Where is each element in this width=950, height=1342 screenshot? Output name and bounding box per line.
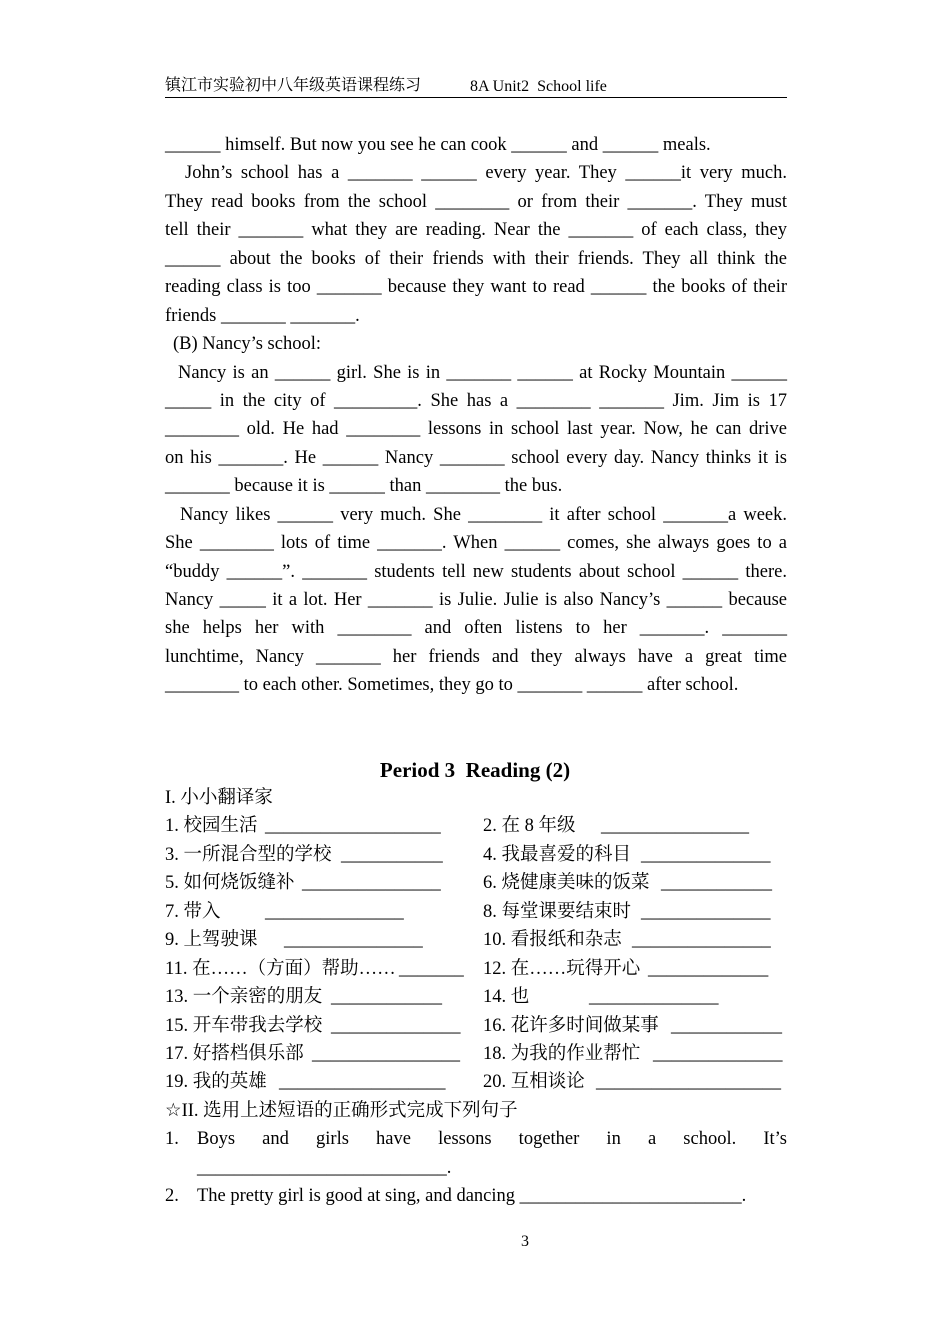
question-row [0, 1154, 950, 1182]
translation-item-blank: _______________ [302, 873, 441, 894]
translation-item-blank: ______________ [653, 1043, 783, 1064]
translation-item-blank: _____________ [648, 958, 769, 979]
passage-line: lunchtime, Nancy _______ her friends and they always have a great time [165, 646, 787, 667]
exercise-section [0, 784, 950, 1211]
translation-item-blank: ________________ [601, 816, 749, 837]
translation-item-label: 14. 也 [483, 987, 530, 1008]
passage-line: reading class is too _______ because they want to read ______ the books of their [165, 277, 787, 298]
passage-line: Nancy is an ______ girl. She is in _______ ______ at Rocky Mountain ______ [178, 362, 787, 383]
translation-item-blank: ____________ [331, 987, 442, 1008]
question-row [0, 1182, 950, 1210]
translation-item-label: 12. 在……玩得开心 [483, 958, 641, 979]
translation-item-label: 4. 我最喜爱的科目 [483, 844, 632, 865]
translation-item-label: 9. 上驾驶课 [165, 930, 258, 951]
passage-line: _____ in the city of _________. She has a ________ _______ Jim. Jim is 17 [165, 390, 787, 411]
translation-item-label: 10. 看报纸和杂志 [483, 930, 622, 951]
translation-item-blank: __________________ [279, 1072, 446, 1093]
translation-item-blank: ____________________ [596, 1072, 781, 1093]
translation-item-label: 5. 如何烧饭缝补 [165, 873, 295, 894]
passage-line: on his _______. He ______ Nancy _______ school every day. Nancy thinks it is [165, 447, 787, 468]
translation-item-label: 13. 一个亲密的朋友 [165, 987, 323, 1008]
passage-line: They read books from the school ________ or from their _______. They must [165, 191, 787, 212]
translation-item-label: 15. 开车带我去学校 [165, 1015, 323, 1036]
translation-item-blank: ___________________ [265, 816, 441, 837]
translation-row [0, 1068, 950, 1096]
translation-item-label: 11. 在……（方面）帮助…… [165, 958, 396, 979]
translation-item-blank: ______________ [641, 901, 771, 922]
translation-item-label: 3. 一所混合型的学校 [165, 844, 332, 865]
translation-item-label: 17. 好搭档俱乐部 [165, 1043, 304, 1064]
section2-title: ☆II. 选用上述短语的正确形式完成下列句子 [165, 1100, 518, 1121]
translation-item-blank: ____________ [671, 1015, 782, 1036]
passage-line: John’s school has a _______ ______ every year. They ______it very much. [185, 163, 787, 184]
translation-item-label: 2. 在 8 年级 [483, 816, 576, 837]
translation-item-label: 16. 花许多时间做某事 [483, 1015, 659, 1036]
question-number: 2. [165, 1186, 179, 1207]
period-title: Period 3 Reading (2) [379, 758, 571, 782]
header-rule [165, 97, 787, 98]
passage-line: ______ about the books of their friends with their friends. They all think the [165, 248, 787, 269]
translation-item-blank: ______________ [589, 987, 719, 1008]
question-text: Boys and girls have lessons together in a school. It’s [197, 1129, 787, 1150]
translation-item-blank: ________________ [312, 1043, 460, 1064]
translation-item-blank: _______ [399, 958, 464, 979]
passage-line: Nancy likes ______ very much. She ________ it after school _______a week. [180, 504, 787, 525]
passage-line: ________ old. He had ________ lessons in school last year. Now, he can drive [165, 419, 787, 440]
translation-item-label: 20. 互相谈论 [483, 1072, 585, 1093]
translation-item-label: 19. 我的英雄 [165, 1072, 267, 1093]
translation-item-blank: ______________ [331, 1015, 461, 1036]
translation-row [0, 926, 950, 954]
section1-title-row [0, 784, 950, 812]
translation-item-label: 7. 带入 [165, 901, 221, 922]
question-text: The pretty girl is good at sing, and dancing ________________________. [197, 1186, 747, 1207]
translation-row [0, 898, 950, 926]
section2-title-row [0, 1097, 950, 1125]
translation-item-blank: ____________ [661, 873, 772, 894]
passage-line: _______ because it is ______ than ________ the bus. [165, 476, 563, 497]
passage-subheading: (B) Nancy’s school: [173, 334, 321, 355]
translation-row [0, 869, 950, 897]
question-number: 1. [165, 1129, 179, 1150]
translation-row [0, 812, 950, 840]
passage-line: tell their _______ what they are reading. Near the _______ of each class, they [165, 220, 787, 241]
translation-row [0, 1040, 950, 1068]
header-unit: 8A Unit2 School life [470, 78, 607, 95]
translation-row [0, 955, 950, 983]
passage-line: She ________ lots of time _______. When ______ comes, she always goes to a [165, 533, 787, 554]
passage-line: “buddy ______”. _______ students tell new students about school ______ there. [165, 561, 787, 582]
translation-item-blank: _______________ [265, 901, 404, 922]
translation-item-label: 6. 烧健康美味的饭菜 [483, 873, 650, 894]
translation-row [0, 1012, 950, 1040]
question-row [0, 1125, 950, 1153]
translation-row [0, 841, 950, 869]
header-school-course: 镇江市实验初中八年级英语课程练习 [165, 77, 422, 94]
translation-row [0, 983, 950, 1011]
question-answer-blank: ___________________________. [197, 1157, 452, 1178]
translation-item-label: 8. 每堂课要结束时 [483, 901, 632, 922]
passage-line: friends _______ _______. [165, 305, 360, 326]
section1-title: I. 小小翻译家 [165, 788, 273, 808]
cloze-passage [165, 131, 787, 700]
translation-item-blank: _______________ [284, 930, 423, 951]
translation-item-label: 18. 为我的作业帮忙 [483, 1043, 641, 1064]
page-number: 3 [521, 1233, 529, 1250]
passage-line: she helps her with ________ and often listens to her _______. _______ [165, 618, 787, 639]
passage-line: ______ himself. But now you see he can cook ______ and ______ meals. [165, 135, 711, 155]
translation-item-blank: ___________ [341, 844, 443, 865]
translation-item-label: 1. 校园生活 [165, 816, 258, 837]
passage-line: ________ to each other. Sometimes, they go to _______ ______ after school. [165, 675, 739, 696]
passage-line: Nancy _____ it a lot. Her _______ is Julie. Julie is also Nancy’s ______ because [165, 590, 787, 610]
translation-item-blank: ______________ [641, 844, 771, 865]
translation-item-blank: _______________ [632, 930, 771, 951]
